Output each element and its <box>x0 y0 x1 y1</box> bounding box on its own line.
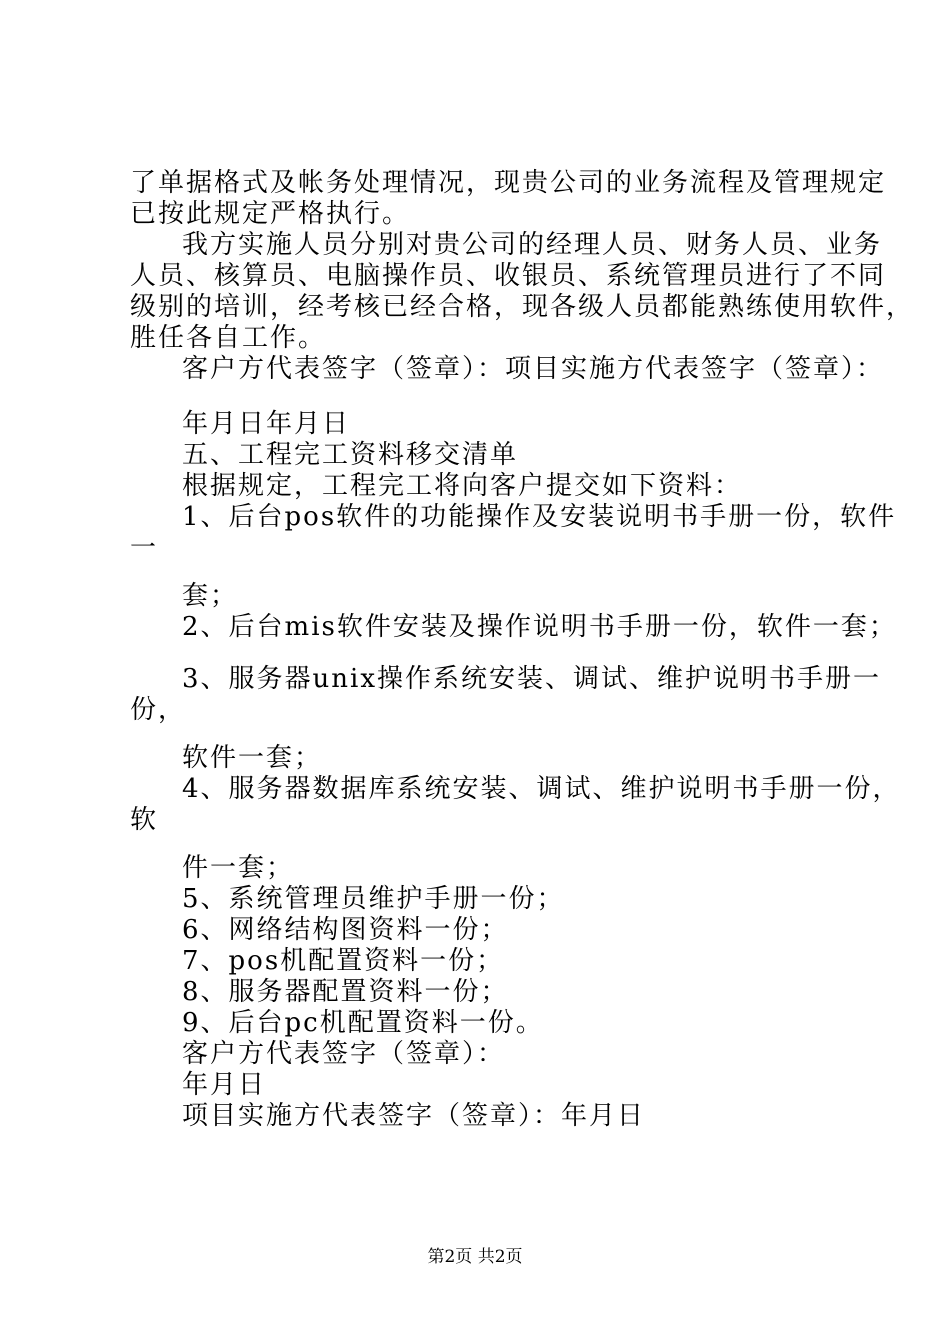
document-body <box>130 168 915 1132</box>
list-item: 7、pos机配置资料一份； <box>182 946 505 976</box>
list-item: 8、服务器配置资料一份； <box>182 977 509 1007</box>
list-item: 1、后台pos软件的功能操作及安装说明书手册一份，软件 <box>182 502 897 532</box>
section-heading: 五、工程完工资料移交清单 <box>182 440 519 470</box>
page-footer <box>0 1246 950 1268</box>
list-item: 4、服务器数据库系统安装、调试、维护说明书手册一份， <box>182 774 901 804</box>
list-item: 5、系统管理员维护手册一份； <box>182 884 565 914</box>
text-line: 人员、核算员、电脑操作员、收银员、系统管理员进行了不同 <box>130 261 887 291</box>
list-item-continuation: 套； <box>182 581 239 611</box>
list-item: 2、后台mis软件安装及操作说明书手册一份，软件一套； <box>182 612 897 642</box>
list-item-continuation: 软件一套； <box>182 743 323 773</box>
list-item-continuation: 份， <box>130 695 187 725</box>
text-line: 我方实施人员分别对贵公司的经理人员、财务人员、业务 <box>182 230 883 260</box>
text-line: 胜任各自工作。 <box>130 323 327 353</box>
text-line: 已按此规定严格执行。 <box>130 199 411 229</box>
list-item-continuation: 一 <box>130 533 159 563</box>
signature-line: 项目实施方代表签字（签章）：年月日 <box>182 1101 646 1131</box>
text-line: 根据规定，工程完工将向客户提交如下资料： <box>182 471 743 501</box>
list-item-continuation: 软 <box>130 805 159 835</box>
date-line: 年月日年月日 <box>182 409 351 439</box>
list-item: 9、后台pc机配置资料一份。 <box>182 1008 544 1038</box>
signature-line: 客户方代表签字（签章）： <box>182 1039 506 1069</box>
signature-line: 客户方代表签字（签章）：项目实施方代表签字（签章）： <box>182 354 885 384</box>
text-line: 级别的培训，经考核已经合格，现各级人员都能熟练使用软件， <box>130 292 915 322</box>
page-number: 第2页 共2页 <box>427 1247 523 1267</box>
list-item: 3、服务器unix操作系统安装、调试、维护说明书手册一 <box>182 664 882 694</box>
list-item-continuation: 件一套； <box>182 853 295 883</box>
date-line: 年月日 <box>182 1070 267 1100</box>
text-line: 了单据格式及帐务处理情况，现贵公司的业务流程及管理规定 <box>130 168 887 198</box>
list-item: 6、网络结构图资料一份； <box>182 915 509 945</box>
